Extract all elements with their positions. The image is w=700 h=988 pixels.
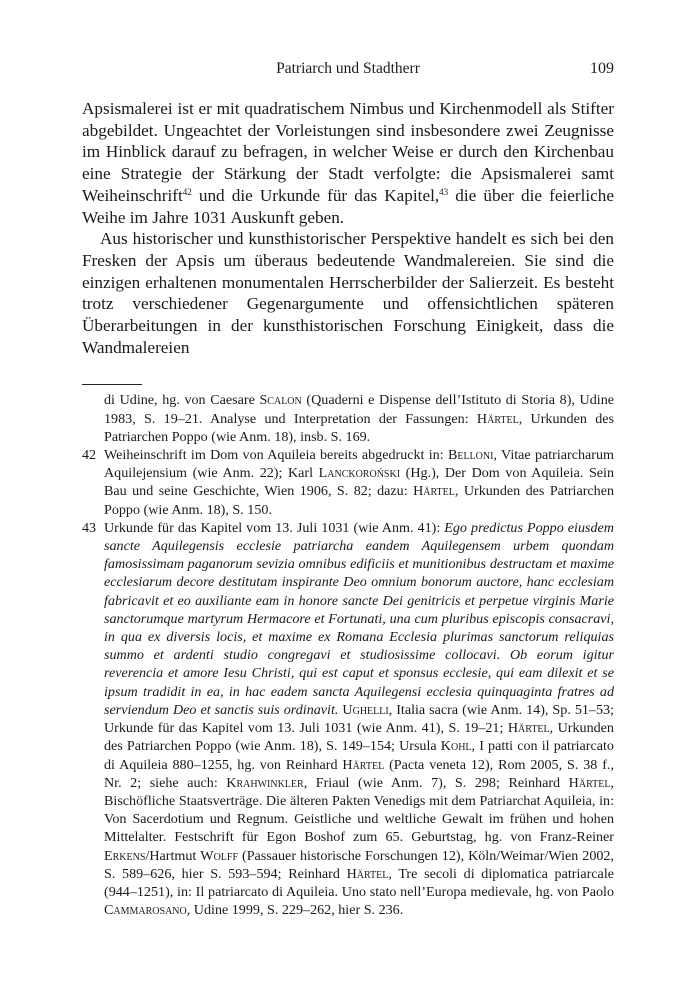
- running-head: [82, 58, 614, 82]
- footnotes: [82, 391, 614, 919]
- paragraph-2: Aus historischer und kunsthistorischer Perspektive handelt es sich bei den Fresken der Apsis um überaus bedeutende Wandmalereien. Sie sind die einzigen erhaltenen monumentalen Herrscherbilder der Salierzeit. Es besteht trotz verschiedener Gegenargumente und offensichtlichen späteren Überarbeitungen in der kunsthistorischen Forschung Einigkeit, dass die Wandmalereien: [82, 229, 614, 357]
- footnote-number: 42: [82, 447, 97, 464]
- footnote-42: 42 Weiheinschrift im Dom von Aquileia bereits abgedruckt in: Belloni, Vitae patriarcharum Aquilejensium (wie Anm. 22); Karl Lanckoroński (Hg.), Der Dom von Aquileia. Sein Bau und seine Geschichte, Wien 1906, S. 82; dazu: Härtel, Urkunden des Patriarchen Poppo (wie Anm. 18), S. 150.: [82, 447, 614, 518]
- page-number: 109: [590, 60, 614, 77]
- footnote-41-continued: di Udine, hg. von Caesare Scalon (Quaderni e Dispense dell’Istituto di Storia 8), Udine 1983, S. 19–21. Analyse und Interpretation der Fassungen: Härtel, Urkunden des Patriarchen Poppo (wie Anm. 18), insb. S. 169.: [104, 392, 614, 445]
- footnote-separator: [82, 384, 142, 385]
- footnote-ref-42[interactable]: 42: [182, 186, 192, 197]
- paragraph-1: Apsismalerei ist er mit quadratischem Nimbus und Kirchenmodell als Stifter abgebildet. Ungeachtet der Vorleistungen sind insbesondere zwei Zeugnisse im Hinblick darauf zu befragen, in welcher Weise er durch den Kirchenbau eine Strategie der Stärkung der Stadt verfolgte: die Apsismalerei samt Weiheinschrift$^{42}$ und die Urkunde für das Kapitel,$^{43}$ die über die feierliche Weihe im Jahre 1031 Auskunft geben.: [82, 99, 614, 227]
- running-title: Patriarch und Stadtherr: [276, 60, 420, 77]
- main-text: [82, 98, 614, 358]
- footnote-ref-43[interactable]: 43: [439, 186, 449, 197]
- book-page: [82, 58, 614, 919]
- latin-quote: Ego predictus Poppo eiusdem sancte Aquilegensis ecclesie patriarcha eandem Aquilegensem urbem quondam famosissimam paganorum sevizia omnibus edificiis et munitionibus destructam et maxime ecclesiarum decore destitutam inspirante Deo omnium bonorum auctore, hanc ecclesiam fabricavit et eo auxiliante eam in honore sancte Dei genitricis et perpetue virginis Marie sanctorumque martyrum Hermacore et Fortunati, una cum pluribus episcopis consacravi, in qua ex diversis locis, et maxime ex Romana Ecclesia plurimas sanctorum reliquias summo et ardenti studio congregavi et studiosissime collocavi. Ob eorum igitur reverencia et amore Iesu Christi, qui est caput et sponsus ecclesie, qui eam dilexit et se ipsum tradidit in ea, in hac eadem sancta Aquilegensi ecclesia quinquaginta fratres ad serviendum Deo et sanctis suis ordinavit.: [104, 519, 614, 718]
- footnote-43: 43 Urkunde für das Kapitel vom 13. Juli 1031 (wie Anm. 41): Ego predictus Poppo eiusdem sancte Aquilegensis ecclesie patriarcha eandem Aquilegensem urbem quondam famosissimam paganorum sevizia omnibus edificiis et munitionibus destructam et maxime ecclesiarum decore destitutam inspirante Deo omnium bonorum auctore, hanc ecclesiam fabricavit et eo auxiliante eam in honore sancte Dei genitricis et perpetue virginis Marie sanctorumque martyrum Hermacore et Fortunati, una cum pluribus episcopis consacravi, in qua ex diversis locis, et maxime ex Romana Ecclesia plurimas sanctorum reliquias summo et ardenti studio congregavi et studiosissime collocavi. Ob eorum igitur reverencia et amore Iesu Christi, qui est caput et sponsus ecclesie, qui eam dilexit et se ipsum tradidit in ea, in hac eadem sancta Aquilegensi ecclesia quinquaginta fratres ad serviendum Deo et sanctis suis ordinavit. Ughelli, Italia sacra (wie Anm. 14), Sp. 51–53; Urkunde für das Kapitel vom 13. Juli 1031 (wie Anm. 41), S. 19–21; Härtel, Urkunden des Patriarchen Poppo (wie Anm. 18), S. 149–154; Ursula Kohl, I patti con il patriarcato di Aquileia 880–1255, hg. von Reinhard Härtel (Pacta veneta 12), Rom 2005, S. 38 f., Nr. 2; siehe auch: Krahwinkler, Friaul (wie Anm. 7), S. 298; Reinhard Härtel, Bischöfliche Staatsverträge. Die älteren Pakten Venedigs mit dem Patriarchat Aquileia, in: Von Sacerdotium und Regnum. Geistliche und weltliche Gewalt im frühen und hohen Mittelalter. Festschrift für Egon Boshof zum 65. Geburtstag, hg. von Franz-Reiner Erkens/Hartmut Wolff (Passauer historische Forschungen 12), Köln/Weimar/Wien 2002, S. 589–626, hier S. 593–594; Reinhard Härtel, Tre secoli di diplomatica patriarcale (944–1251), in: Il patriarcato di Aquileia. Uno stato nell’Europa medievale, hg. von Paolo Cammarosano, Udine 1999, S. 229–262, hier S. 236.: [82, 519, 614, 919]
- footnote-number: 43: [82, 519, 97, 536]
